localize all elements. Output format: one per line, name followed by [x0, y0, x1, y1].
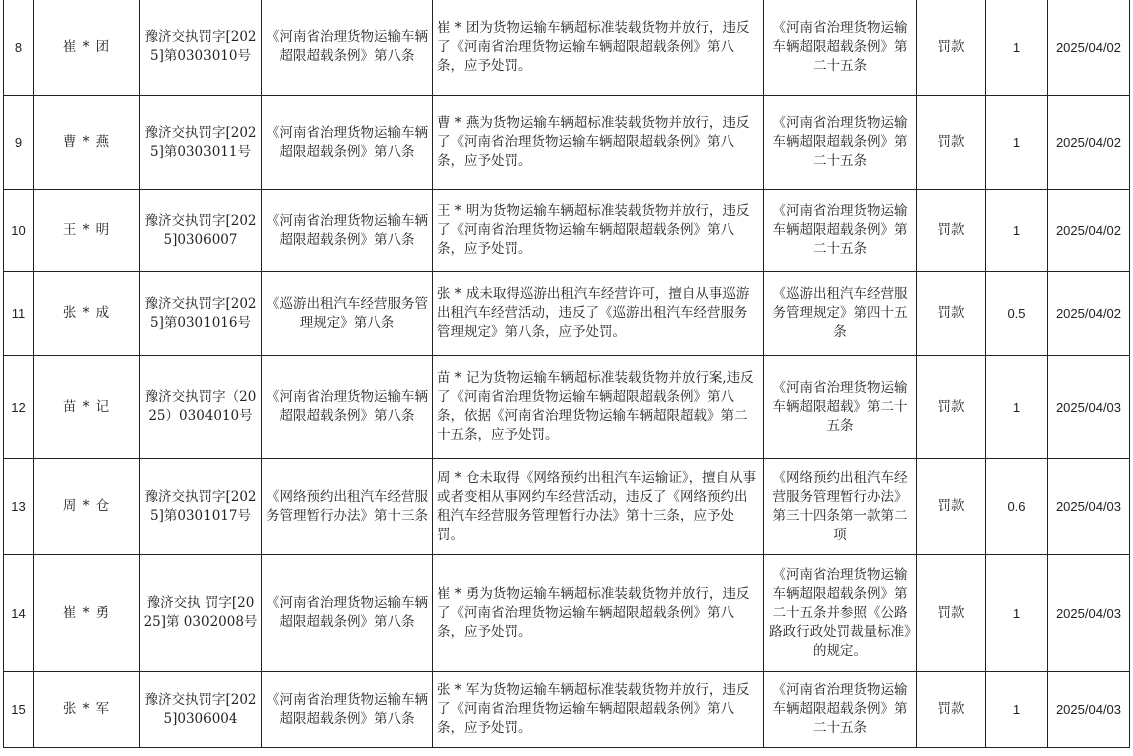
penalty-amount: 1 [986, 96, 1048, 190]
decision-number: 豫济交执罚字[2025]0306007 [140, 190, 262, 272]
row-number: 11 [4, 272, 34, 356]
party-name: 曹 * 燕 [34, 96, 140, 190]
penalty-basis: 《河南省治理货物运输车辆超限超载》第二十五条 [764, 356, 917, 459]
penalty-basis: 《河南省治理货物运输车辆超限超载条例》第二十五条 [764, 96, 917, 190]
penalty-basis: 《河南省治理货物运输车辆超限超载条例》第二十五条 [764, 0, 917, 96]
decision-number: 豫济交执罚字[2025]第0303011号 [140, 96, 262, 190]
party-name: 崔 * 勇 [34, 555, 140, 672]
violated-provision: 《河南省治理货物运输车辆超限超载条例》第八条 [262, 0, 433, 96]
decision-date: 2025/04/02 [1048, 0, 1130, 96]
decision-date: 2025/04/02 [1048, 190, 1130, 272]
penalty-type: 罚款 [917, 190, 986, 272]
table-row [4, 96, 1130, 190]
decision-number: 豫济交执 罚字[2025]第 0302008号 [140, 555, 262, 672]
decision-date: 2025/04/03 [1048, 459, 1130, 555]
party-name: 崔 * 团 [34, 0, 140, 96]
violated-provision: 《河南省治理货物运输车辆超限超载条例》第八条 [262, 672, 433, 748]
penalty-type: 罚款 [917, 272, 986, 356]
table-row [4, 672, 1130, 748]
penalty-table [3, 0, 1130, 748]
violation-facts: 张 * 成未取得巡游出租汽车经营许可，擅自从事巡游出租汽车经营活动，违反了《巡游出租汽车经营服务管理规定》第八条，应予处罚。 [433, 272, 764, 356]
penalty-amount: 1 [986, 555, 1048, 672]
penalty-basis: 《河南省治理货物运输车辆超限超载条例》第二十五条并参照《公路路政行政处罚裁量标准》的规定。 [764, 555, 917, 672]
party-name: 周 * 仓 [34, 459, 140, 555]
violated-provision: 《河南省治理货物运输车辆超限超载条例》第八条 [262, 96, 433, 190]
decision-number: 豫济交执罚字（2025）0304010号 [140, 356, 262, 459]
violation-facts: 王 * 明为货物运输车辆超标准装载货物并放行，违反了《河南省治理货物运输车辆超限超载条例》第八条，应予处罚。 [433, 190, 764, 272]
decision-number: 豫济交执罚字[2025]0306004 [140, 672, 262, 748]
penalty-type: 罚款 [917, 459, 986, 555]
row-number: 14 [4, 555, 34, 672]
violated-provision: 《河南省治理货物运输车辆超限超载条例》第八条 [262, 555, 433, 672]
decision-date: 2025/04/02 [1048, 272, 1130, 356]
party-name: 苗 * 记 [34, 356, 140, 459]
violated-provision: 《河南省治理货物运输车辆超限超载条例》第八条 [262, 356, 433, 459]
violation-facts: 张 * 军为货物运输车辆超标准装载货物并放行，违反了《河南省治理货物运输车辆超限超载条例》第八条，应予处罚。 [433, 672, 764, 748]
penalty-basis: 《网络预约出租汽车经营服务管理暂行办法》第三十四条第一款第二项 [764, 459, 917, 555]
penalty-type: 罚款 [917, 0, 986, 96]
table-row [4, 459, 1130, 555]
penalty-amount: 1 [986, 672, 1048, 748]
table-body [4, 0, 1130, 748]
party-name: 张 * 军 [34, 672, 140, 748]
violated-provision: 《网络预约出租汽车经营服务管理暂行办法》第十三条 [262, 459, 433, 555]
table-row [4, 190, 1130, 272]
decision-number: 豫济交执罚字[2025]第0303010号 [140, 0, 262, 96]
party-name: 王 * 明 [34, 190, 140, 272]
table-row [4, 356, 1130, 459]
decision-date: 2025/04/03 [1048, 356, 1130, 459]
penalty-type: 罚款 [917, 555, 986, 672]
party-name: 张 * 成 [34, 272, 140, 356]
table-row [4, 0, 1130, 96]
violation-facts: 崔 * 勇为货物运输车辆超标准装载货物并放行，违反了《河南省治理货物运输车辆超限超载条例》第八条，应予处罚。 [433, 555, 764, 672]
decision-number: 豫济交执罚字[2025]第0301016号 [140, 272, 262, 356]
violation-facts: 周 * 仓未取得《网络预约出租汽车运输证》，擅自从事或者变相从事网约车经营活动，违反了《网络预约出租汽车经营服务管理暂行办法》第十三条，应予处罚。 [433, 459, 764, 555]
table-row [4, 555, 1130, 672]
table-row [4, 272, 1130, 356]
row-number: 9 [4, 96, 34, 190]
row-number: 8 [4, 0, 34, 96]
penalty-amount: 0.5 [986, 272, 1048, 356]
decision-number: 豫济交执罚字[2025]第0301017号 [140, 459, 262, 555]
penalty-amount: 1 [986, 356, 1048, 459]
violated-provision: 《河南省治理货物运输车辆超限超载条例》第八条 [262, 190, 433, 272]
decision-date: 2025/04/03 [1048, 555, 1130, 672]
violation-facts: 曹 * 燕为货物运输车辆超标准装载货物并放行，违反了《河南省治理货物运输车辆超限超载条例》第八条，应予处罚。 [433, 96, 764, 190]
violation-facts: 苗 * 记为货物运输车辆超标准装载货物并放行案,违反了《河南省治理货物运输车辆超限超载条例》第八条，依据《河南省治理货物运输车辆超限超载》第二十五条，应予处罚。 [433, 356, 764, 459]
penalty-amount: 1 [986, 0, 1048, 96]
penalty-type: 罚款 [917, 96, 986, 190]
row-number: 15 [4, 672, 34, 748]
penalty-type: 罚款 [917, 672, 986, 748]
row-number: 13 [4, 459, 34, 555]
penalty-type: 罚款 [917, 356, 986, 459]
row-number: 12 [4, 356, 34, 459]
violation-facts: 崔 * 团为货物运输车辆超标准装载货物并放行，违反了《河南省治理货物运输车辆超限超载条例》第八条，应予处罚。 [433, 0, 764, 96]
penalty-basis: 《巡游出租汽车经营服务管理规定》第四十五条 [764, 272, 917, 356]
penalty-amount: 1 [986, 190, 1048, 272]
violated-provision: 《巡游出租汽车经营服务管理规定》第八条 [262, 272, 433, 356]
penalty-amount: 0.6 [986, 459, 1048, 555]
penalty-basis: 《河南省治理货物运输车辆超限超载条例》第二十五条 [764, 672, 917, 748]
penalty-basis: 《河南省治理货物运输车辆超限超载条例》第二十五条 [764, 190, 917, 272]
decision-date: 2025/04/03 [1048, 672, 1130, 748]
row-number: 10 [4, 190, 34, 272]
decision-date: 2025/04/02 [1048, 96, 1130, 190]
